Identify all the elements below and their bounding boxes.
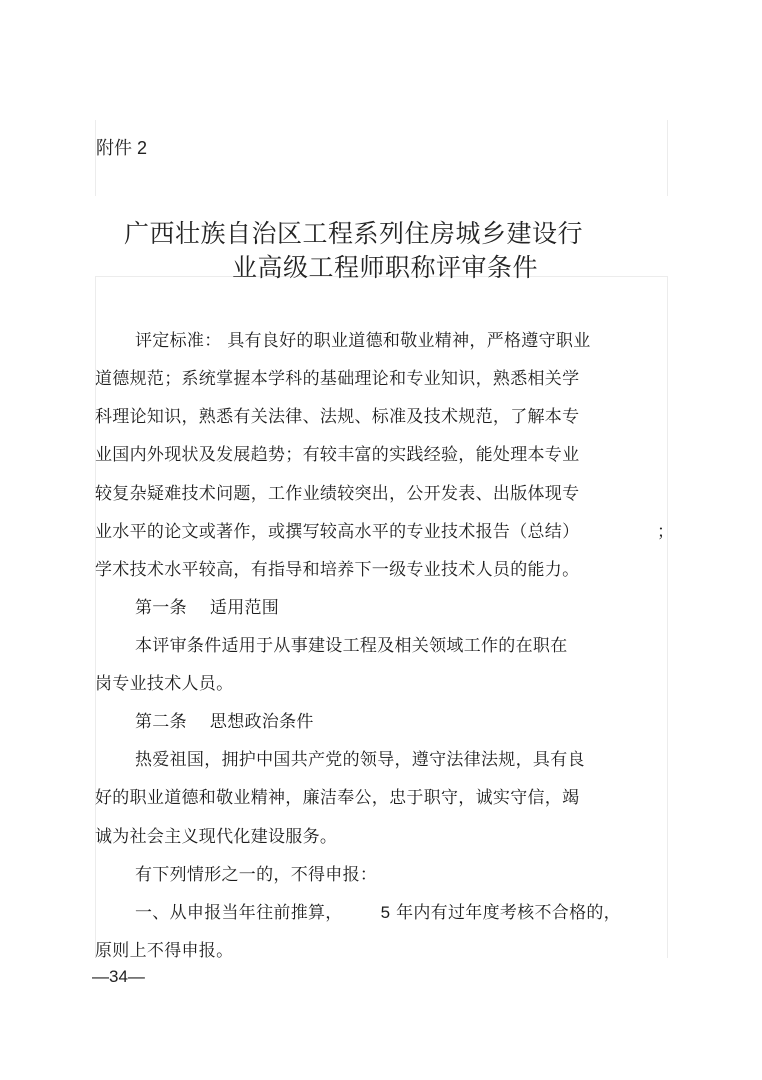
body-line-part: 年内有过年度考核不合格的， [390, 903, 621, 923]
article-1-heading: 第一条 适用范围 [135, 598, 280, 618]
body-line [135, 898, 621, 923]
body-line: 诚为社会主义现代化建设服务。 [95, 827, 338, 847]
stray-semicolon: ； [657, 522, 674, 542]
body-line: 科理论知识，熟悉有关法律、法规、标准及技术规范，了解本专 [95, 407, 580, 427]
body-line: 较复杂疑难技术问题，工作业绩较突出，公开发表、出版体现专 [95, 484, 580, 504]
years-number: 5 [380, 903, 391, 922]
document-title-line-1: 广西壮族自治区工程系列住房城乡建设行 [124, 219, 584, 248]
attachment-label: 附件 2 [96, 138, 148, 158]
body-line: 道德规范；系统掌握本学科的基础理论和专业知识，熟悉相关学 [95, 369, 580, 389]
body-line: 有下列情形之一的，不得申报： [135, 865, 378, 885]
article-2-heading: 第二条 思想政治条件 [135, 712, 314, 732]
body-line: 本评审条件适用于从事建设工程及相关领域工作的在职在 [135, 636, 568, 656]
body-line: 好的职业道德和敬业精神，廉洁奉公，忠于职守，诚实守信，竭 [95, 788, 580, 808]
body-line: 业国内外现状及发展趋势；有较丰富的实践经验，能处理本专业 [95, 445, 580, 465]
page-number: —34— [92, 967, 145, 986]
body-line: 原则上不得申报。 [95, 941, 234, 961]
attachment-frame [95, 120, 668, 196]
document-title-line-2: 业高级工程师职称评审条件 [232, 253, 539, 282]
body-line: 学术技术水平较高，有指导和培养下一级专业技术人员的能力。 [95, 560, 580, 580]
body-line: 岗专业技术人员。 [95, 674, 234, 694]
body-line: 评定标准： 具有良好的职业道德和敬业精神，严格遵守职业 [135, 331, 591, 351]
body-line-part: 一、从申报当年往前推算， [135, 903, 343, 923]
body-line: 业水平的论文或著作，或撰写较高水平的专业技术报告（总结） [95, 522, 580, 542]
body-line: 热爱祖国，拥护中国共产党的领导，遵守法律法规，具有良 [135, 750, 585, 770]
